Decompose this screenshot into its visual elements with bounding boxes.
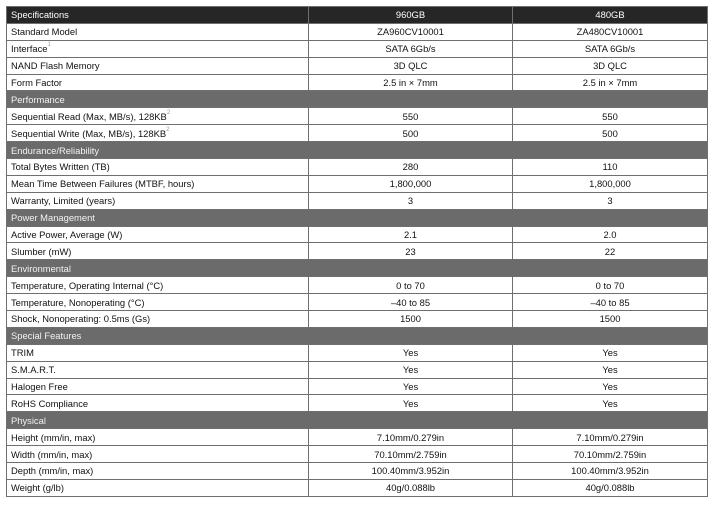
section-header-row	[7, 142, 708, 159]
value-960gb: 500	[309, 125, 513, 142]
row-label-cell	[7, 159, 309, 176]
value-960gb: 2.1	[309, 226, 513, 243]
row-label-cell	[7, 294, 309, 311]
row-label: Standard Model	[11, 26, 78, 38]
row-label: Form Factor	[11, 77, 63, 88]
section-header-row	[7, 412, 708, 429]
table-row	[7, 159, 708, 176]
value-960gb: 0 to 70	[309, 277, 513, 294]
value-480gb: 70.10mm/2.759in	[513, 446, 708, 463]
value-480gb: SATA 6Gb/s	[513, 40, 708, 57]
header-label: Specifications	[7, 7, 309, 24]
row-label-cell	[7, 125, 309, 142]
value-480gb: 3D QLC	[513, 57, 708, 74]
value-960gb: 3D QLC	[309, 57, 513, 74]
row-label: TRIM	[11, 347, 34, 359]
row-label: Active Power, Average (W)	[11, 229, 123, 241]
value-960gb: Yes	[309, 378, 513, 395]
section-header-row	[7, 327, 708, 344]
row-label: Interface	[11, 43, 48, 55]
value-480gb: 550	[513, 108, 708, 125]
row-label: Shock, Nonoperating: 0.5ms (Gs)	[11, 313, 151, 325]
spec-table	[6, 6, 708, 497]
value-960gb: 3	[309, 192, 513, 209]
value-960gb: Yes	[309, 344, 513, 361]
value-480gb: 22	[513, 243, 708, 260]
row-label-cell	[7, 243, 309, 260]
row-label-cell	[7, 192, 309, 209]
value-960gb: 23	[309, 243, 513, 260]
value-480gb: 110	[513, 159, 708, 176]
value-480gb: ZA480CV10001	[513, 23, 708, 40]
row-label: Total Bytes Written (TB)	[11, 161, 110, 173]
row-label: Temperature, Operating Internal (°C)	[11, 279, 164, 291]
value-960gb: Yes	[309, 361, 513, 378]
row-label-cell	[7, 311, 309, 328]
section-title: Endurance/Reliability	[7, 142, 708, 159]
value-480gb: 1500	[513, 311, 708, 328]
table-row	[7, 23, 708, 40]
row-label-cell	[7, 23, 309, 40]
value-480gb: 3	[513, 192, 708, 209]
value-960gb: 100.40mm/3.952in	[309, 463, 513, 480]
section-title: Physical	[7, 412, 708, 429]
row-label: Sequential Write (Max, MB/s), 128KB	[11, 127, 167, 139]
table-header-row	[7, 7, 708, 24]
row-label-cell	[7, 108, 309, 125]
row-label-cell	[7, 446, 309, 463]
value-480gb: 0 to 70	[513, 277, 708, 294]
table-row	[7, 175, 708, 192]
value-480gb: 500	[513, 125, 708, 142]
row-label-cell	[7, 74, 309, 91]
table-row	[7, 243, 708, 260]
value-480gb: 40g/0.088lb	[513, 479, 708, 496]
row-label: Height (mm/in, max)	[11, 431, 96, 443]
value-480gb: 2.0	[513, 226, 708, 243]
value-960gb: 70.10mm/2.759in	[309, 446, 513, 463]
row-label-cell	[7, 40, 309, 57]
value-960gb: ZA960CV10001	[309, 23, 513, 40]
row-label-cell	[7, 57, 309, 74]
row-label-cell	[7, 429, 309, 446]
table-row	[7, 361, 708, 378]
table-row	[7, 277, 708, 294]
table-row	[7, 108, 708, 125]
row-label-cell	[7, 395, 309, 412]
row-label: Width (mm/in, max)	[11, 448, 93, 460]
value-960gb: 1500	[309, 311, 513, 328]
value-960gb: 280	[309, 159, 513, 176]
row-label: Warranty, Limited (years)	[11, 195, 116, 207]
table-row	[7, 311, 708, 328]
value-480gb: Yes	[513, 361, 708, 378]
header-480gb: 480GB	[513, 7, 708, 24]
footnote-marker: 1	[47, 42, 51, 49]
row-label-cell	[7, 277, 309, 294]
row-label: Depth (mm/in, max)	[11, 465, 94, 477]
row-label-cell	[7, 344, 309, 361]
value-480gb: Yes	[513, 395, 708, 412]
value-960gb: 7.10mm/0.279in	[309, 429, 513, 446]
value-480gb: 100.40mm/3.952in	[513, 463, 708, 480]
table-row	[7, 429, 708, 446]
row-label: Sequential Read (Max, MB/s), 128KB	[11, 110, 167, 122]
row-label: Temperature, Nonoperating (°C)	[11, 296, 145, 308]
row-label-cell	[7, 378, 309, 395]
row-label: RoHS Compliance	[11, 397, 89, 409]
section-header-row	[7, 209, 708, 226]
value-960gb: 1,800,000	[309, 175, 513, 192]
table-row	[7, 57, 708, 74]
value-960gb: –40 to 85	[309, 294, 513, 311]
value-480gb: 7.10mm/0.279in	[513, 429, 708, 446]
value-960gb: Yes	[309, 395, 513, 412]
table-row	[7, 463, 708, 480]
row-label-cell	[7, 463, 309, 480]
table-row	[7, 344, 708, 361]
table-row	[7, 226, 708, 243]
section-title: Power Management	[7, 209, 708, 226]
table-row	[7, 74, 708, 91]
section-header-row	[7, 260, 708, 277]
table-row	[7, 446, 708, 463]
value-960gb: 40g/0.088lb	[309, 479, 513, 496]
table-row	[7, 395, 708, 412]
row-label: Weight (g/lb)	[11, 482, 64, 494]
section-title: Environmental	[7, 260, 708, 277]
row-label: S.M.A.R.T.	[11, 364, 56, 376]
table-row	[7, 125, 708, 142]
footnote-marker: 2	[166, 126, 170, 133]
value-960gb: SATA 6Gb/s	[309, 40, 513, 57]
row-label-cell	[7, 361, 309, 378]
section-header-row	[7, 91, 708, 108]
spec-table-body	[7, 23, 708, 496]
value-480gb: 2.5 in × 7mm	[513, 74, 708, 91]
value-960gb: 550	[309, 108, 513, 125]
row-label: Mean Time Between Failures (MTBF, hours)	[11, 178, 195, 190]
row-label: NAND Flash Memory	[11, 60, 100, 72]
table-row	[7, 378, 708, 395]
row-label-cell	[7, 175, 309, 192]
value-480gb: 1,800,000	[513, 175, 708, 192]
section-title: Performance	[7, 91, 708, 108]
table-row	[7, 192, 708, 209]
table-row	[7, 479, 708, 496]
footnote-marker: 2	[166, 109, 171, 116]
value-960gb: 2.5 in × 7mm	[309, 74, 513, 91]
table-row	[7, 294, 708, 311]
table-row	[7, 40, 708, 57]
value-480gb: Yes	[513, 344, 708, 361]
row-label: Slumber (mW)	[11, 245, 72, 257]
section-title: Special Features	[7, 327, 708, 344]
row-label-cell	[7, 226, 309, 243]
value-480gb: Yes	[513, 378, 708, 395]
row-label: Halogen Free	[11, 381, 68, 393]
value-480gb: –40 to 85	[513, 294, 708, 311]
row-label-cell	[7, 479, 309, 496]
header-960gb: 960GB	[309, 7, 513, 24]
